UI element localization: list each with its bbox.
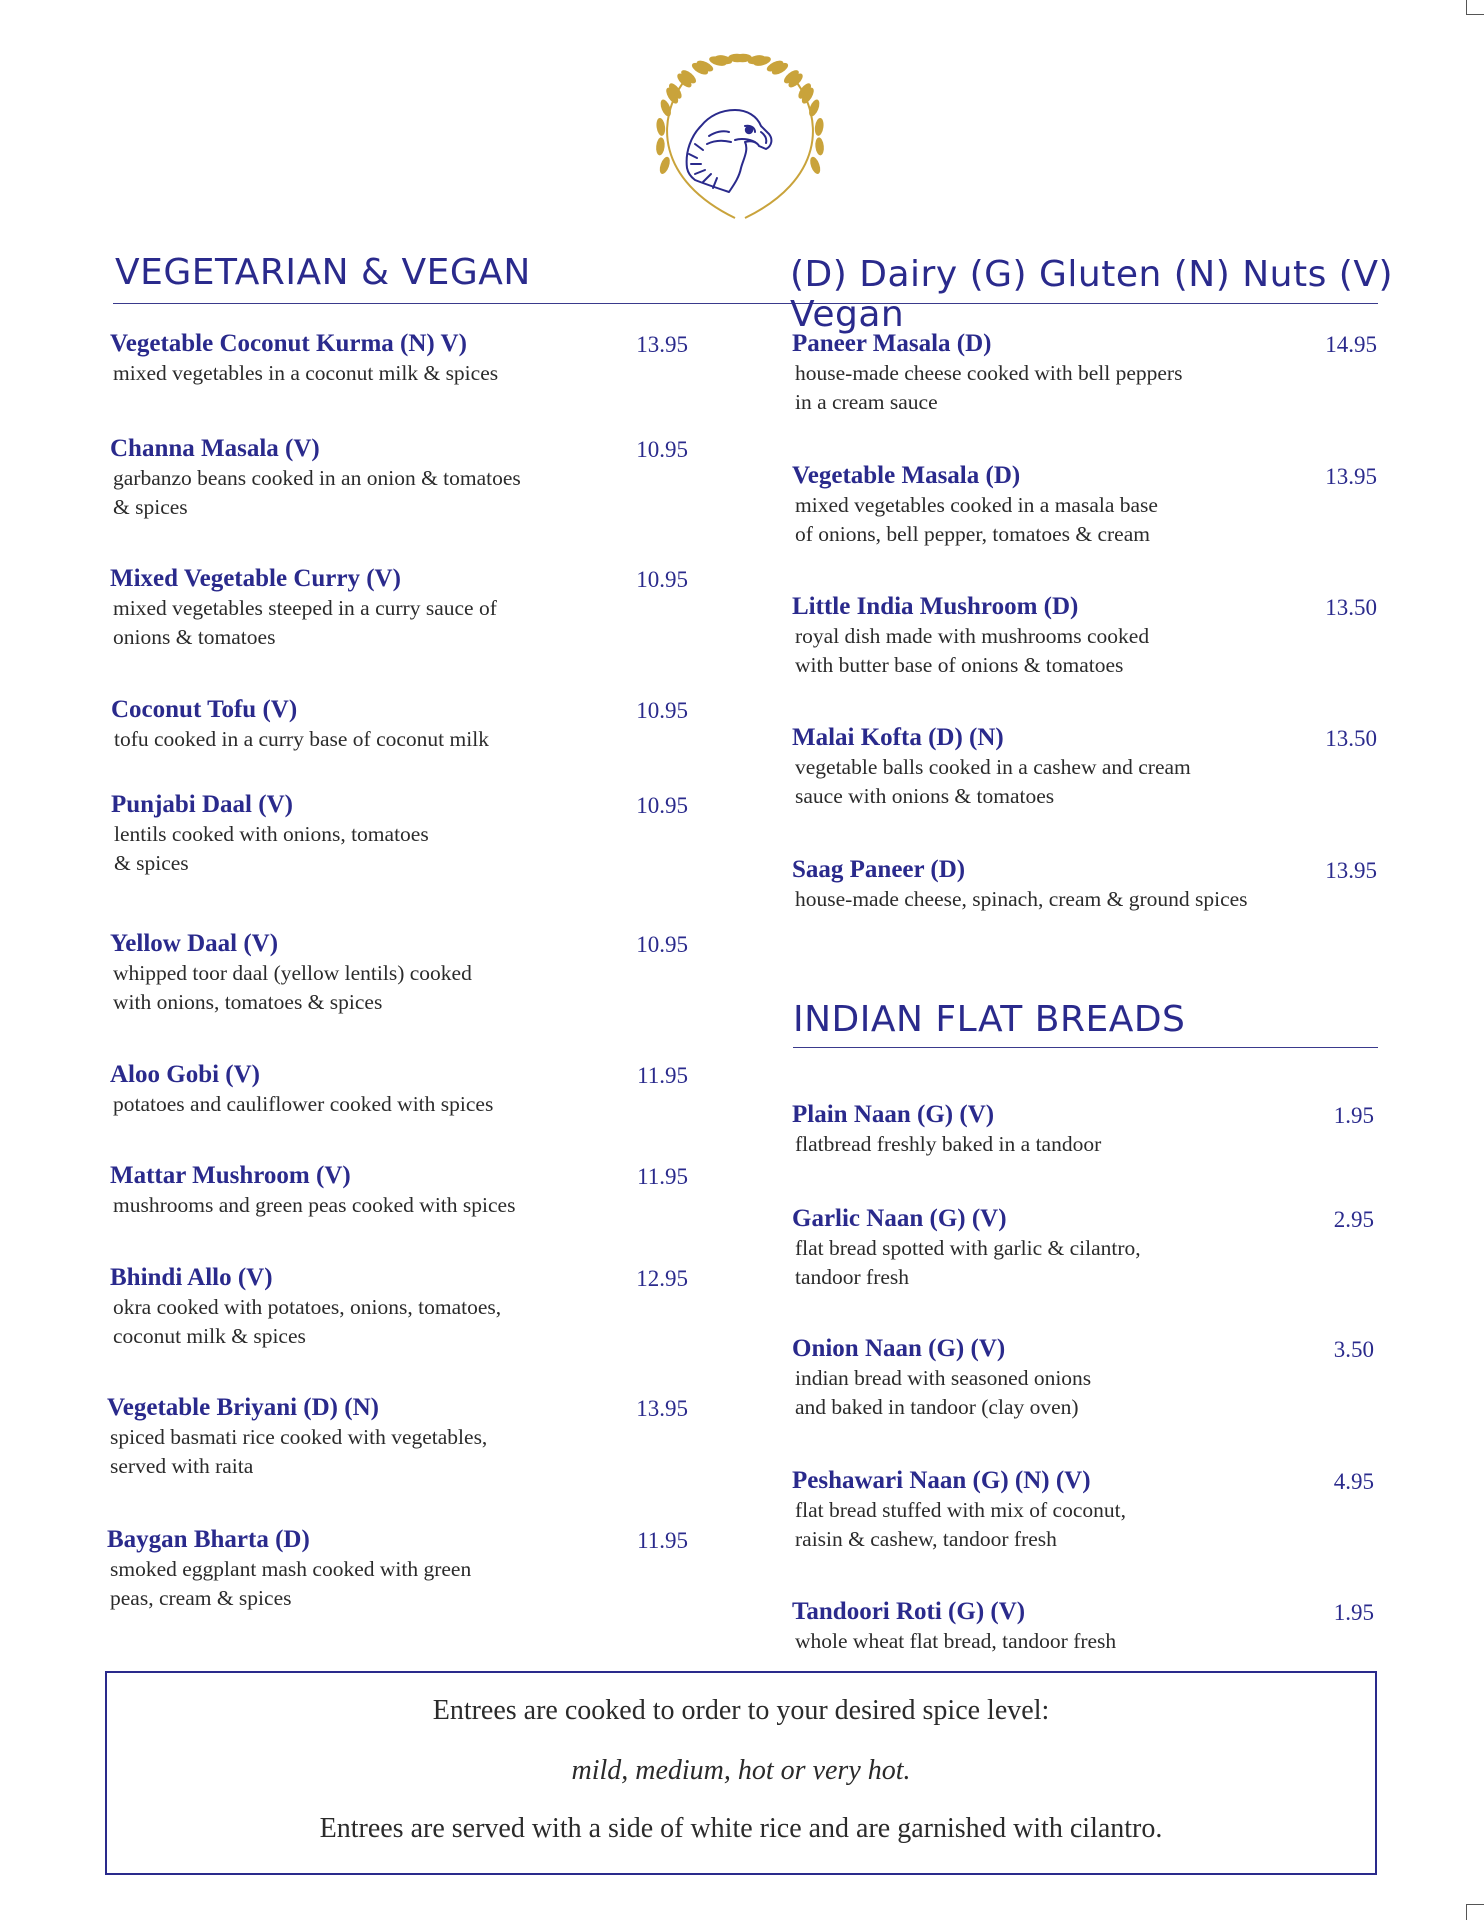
- laurel-leaf: [655, 137, 665, 156]
- laurel-wreath: [655, 53, 824, 218]
- menu-item: [792, 592, 1149, 680]
- menu-item-description: & spices: [113, 495, 188, 519]
- menu-item-description: & spices: [114, 851, 189, 875]
- laurel-leaf: [814, 117, 825, 136]
- menu-item-description: with butter base of onions & tomatoes: [795, 653, 1124, 677]
- menu-item-price: 13.95: [636, 332, 688, 357]
- menu-item-name: Onion Naan (G) (V): [792, 1335, 1006, 1362]
- section-title-vegetarian: VEGETARIAN & VEGAN: [115, 252, 531, 293]
- menu-item-price: 2.95: [1333, 1207, 1374, 1232]
- menu-item-description: flatbread freshly baked in a tandoor: [795, 1132, 1102, 1156]
- menu-item: [107, 1525, 471, 1613]
- menu-item-description: whole wheat flat bread, tandoor fresh: [795, 1629, 1117, 1653]
- menu-item-description: vegetable balls cooked in a cashew and cream: [795, 755, 1191, 779]
- menu-item-description: house-made cheese cooked with bell peppers: [795, 361, 1183, 385]
- menu-item: [792, 461, 1158, 549]
- section-title-flat-breads: INDIAN FLAT BREADS: [793, 999, 1186, 1040]
- menu-item: [110, 434, 521, 522]
- menu-item-description: raisin & cashew, tandoor fresh: [795, 1527, 1057, 1551]
- menu-item-description: served with raita: [110, 1454, 254, 1478]
- menu-item-price: 11.95: [637, 1063, 688, 1088]
- menu-item-name: Punjabi Daal (V): [111, 791, 293, 818]
- menu-item-price: 10.95: [636, 437, 688, 462]
- menu-item-description: of onions, bell pepper, tomatoes & cream: [795, 522, 1150, 546]
- menu-item: [111, 790, 429, 878]
- menu-item-name: Plain Naan (G) (V): [792, 1101, 995, 1128]
- menu-item-price: 10.95: [636, 793, 688, 818]
- menu-item: [792, 1597, 1116, 1656]
- menu-item-description: onions & tomatoes: [113, 625, 276, 649]
- menu-item-price: 1.95: [1333, 1600, 1374, 1625]
- menu-item: [792, 1100, 1101, 1159]
- laurel-leaf: [814, 137, 824, 156]
- menu-item-price: 13.50: [1325, 726, 1377, 751]
- menu-item-price: 11.95: [637, 1164, 688, 1189]
- menu-item-description: sauce with onions & tomatoes: [795, 784, 1055, 808]
- menu-item-price: 4.95: [1333, 1469, 1374, 1494]
- menu-item-description: flat bread stuffed with mix of coconut,: [795, 1498, 1126, 1522]
- menu-item-description: indian bread with seasoned onions: [795, 1366, 1092, 1390]
- menu-item-description: coconut milk & spices: [113, 1324, 306, 1348]
- menu-item-description: with onions, tomatoes & spices: [113, 990, 383, 1014]
- menu-item-name: Baygan Bharta (D): [107, 1526, 310, 1553]
- menu-item-price: 12.95: [636, 1266, 688, 1291]
- menu-item: [110, 1263, 501, 1351]
- menu-item-name: Garlic Naan (G) (V): [792, 1205, 1007, 1232]
- menu-item-price: 13.95: [1325, 858, 1377, 883]
- menu-item-description: whipped toor daal (yellow lentils) cooked: [113, 961, 472, 985]
- menu-item-name: Aloo Gobi (V): [110, 1061, 260, 1088]
- menu-item-name: Channa Masala (V): [110, 435, 320, 462]
- crop-mark: [1466, 0, 1467, 14]
- menu-item: [111, 695, 489, 754]
- menu-item-description: tofu cooked in a curry base of coconut milk: [114, 727, 489, 751]
- menu-item: [792, 723, 1191, 811]
- menu-item-name: Vegetable Briyani (D) (N): [107, 1394, 379, 1421]
- menu-item-name: Peshawari Naan (G) (N) (V): [792, 1467, 1091, 1494]
- menu-item: [792, 1204, 1141, 1292]
- menu-item-price: 10.95: [636, 932, 688, 957]
- menu-item-name: Vegetable Coconut Kurma (N) V): [110, 330, 467, 357]
- menu-item-price: 3.50: [1333, 1337, 1374, 1362]
- menu-item: [107, 1393, 487, 1481]
- laurel-leaf: [808, 156, 822, 176]
- menu-item-name: Yellow Daal (V): [110, 930, 279, 957]
- menu-item-price: 10.95: [636, 567, 688, 592]
- menu-item-description: mixed vegetables in a coconut milk & spices: [113, 361, 499, 385]
- crop-mark: [1466, 14, 1484, 15]
- menu-item-description: lentils cooked with onions, tomatoes: [114, 822, 429, 846]
- menu-item-price: 13.95: [636, 1396, 688, 1421]
- menu-item-description: garbanzo beans cooked in an onion & tomatoes: [113, 466, 521, 490]
- menu-item-description: smoked eggplant mash cooked with green: [110, 1557, 472, 1581]
- menu-item: [110, 929, 472, 1017]
- menu-item-description: okra cooked with potatoes, onions, tomatoes,: [113, 1295, 502, 1319]
- laurel-leaf: [658, 156, 672, 176]
- notice-line: Entrees are cooked to order to your desired spice level:: [432, 1695, 1050, 1726]
- crop-mark: [1466, 1904, 1484, 1905]
- menu-item-description: royal dish made with mushrooms cooked: [795, 624, 1150, 648]
- notice-line: Entrees are served with a side of white rice and are garnished with cilantro.: [319, 1813, 1163, 1844]
- menu-item-name: Tandoori Roti (G) (V): [792, 1598, 1026, 1625]
- menu-item-description: flat bread spotted with garlic & cilantro,: [795, 1236, 1141, 1260]
- menu-item-description: tandoor fresh: [795, 1265, 910, 1289]
- menu-item-description: spiced basmati rice cooked with vegetables,: [110, 1425, 488, 1449]
- menu-item: [792, 329, 1182, 417]
- menu-item-description: and baked in tandoor (clay oven): [795, 1395, 1079, 1419]
- menu-item-name: Paneer Masala (D): [792, 330, 992, 357]
- menu-item: [792, 1466, 1126, 1554]
- menu-item-description: mixed vegetables cooked in a masala base: [795, 493, 1158, 517]
- menu-item-name: Mattar Mushroom (V): [110, 1162, 351, 1189]
- menu-item-price: 14.95: [1325, 332, 1377, 357]
- menu-item-description: mushrooms and green peas cooked with spices: [113, 1193, 516, 1217]
- divider: [793, 1047, 1378, 1048]
- menu-item-price: 1.95: [1333, 1103, 1374, 1128]
- menu-item-name: Mixed Vegetable Curry (V): [110, 565, 401, 592]
- menu-item-price: 13.95: [1325, 464, 1377, 489]
- menu-item-description: peas, cream & spices: [110, 1586, 292, 1610]
- eagle-laurel-icon: [645, 40, 835, 230]
- menu-item-description: potatoes and cauliflower cooked with spices: [113, 1092, 494, 1116]
- menu-item: [792, 1334, 1091, 1422]
- menu-item: [110, 1060, 493, 1119]
- menu-item-name: Malai Kofta (D) (N): [792, 724, 1004, 751]
- menu-item-price: 10.95: [636, 698, 688, 723]
- dietary-legend: (D) Dairy (G) Gluten (N) Nuts (V) Vegan: [790, 254, 1393, 335]
- notice-line-italic: mild, medium, hot or very hot.: [571, 1755, 911, 1786]
- menu-item: [792, 855, 1248, 914]
- crop-mark: [1466, 1904, 1467, 1920]
- menu-item-description: in a cream sauce: [795, 390, 938, 414]
- menu-item: [110, 329, 498, 388]
- menu-item-name: Vegetable Masala (D): [792, 462, 1021, 489]
- menu-item-price: 11.95: [637, 1528, 688, 1553]
- menu-item: [110, 564, 497, 652]
- spice-notice: [105, 1671, 1377, 1875]
- laurel-leaf: [655, 117, 666, 136]
- menu-item-name: Bhindi Allo (V): [110, 1264, 273, 1291]
- menu-item-description: house-made cheese, spinach, cream & ground spices: [795, 887, 1248, 911]
- menu-item-name: Coconut Tofu (V): [111, 696, 298, 723]
- menu-item-description: mixed vegetables steeped in a curry sauce of: [113, 596, 497, 620]
- menu-item-name: Little India Mushroom (D): [792, 593, 1079, 620]
- menu-item-name: Saag Paneer (D): [792, 856, 966, 883]
- menu-item-price: 13.50: [1325, 595, 1377, 620]
- menu-item: [110, 1161, 515, 1220]
